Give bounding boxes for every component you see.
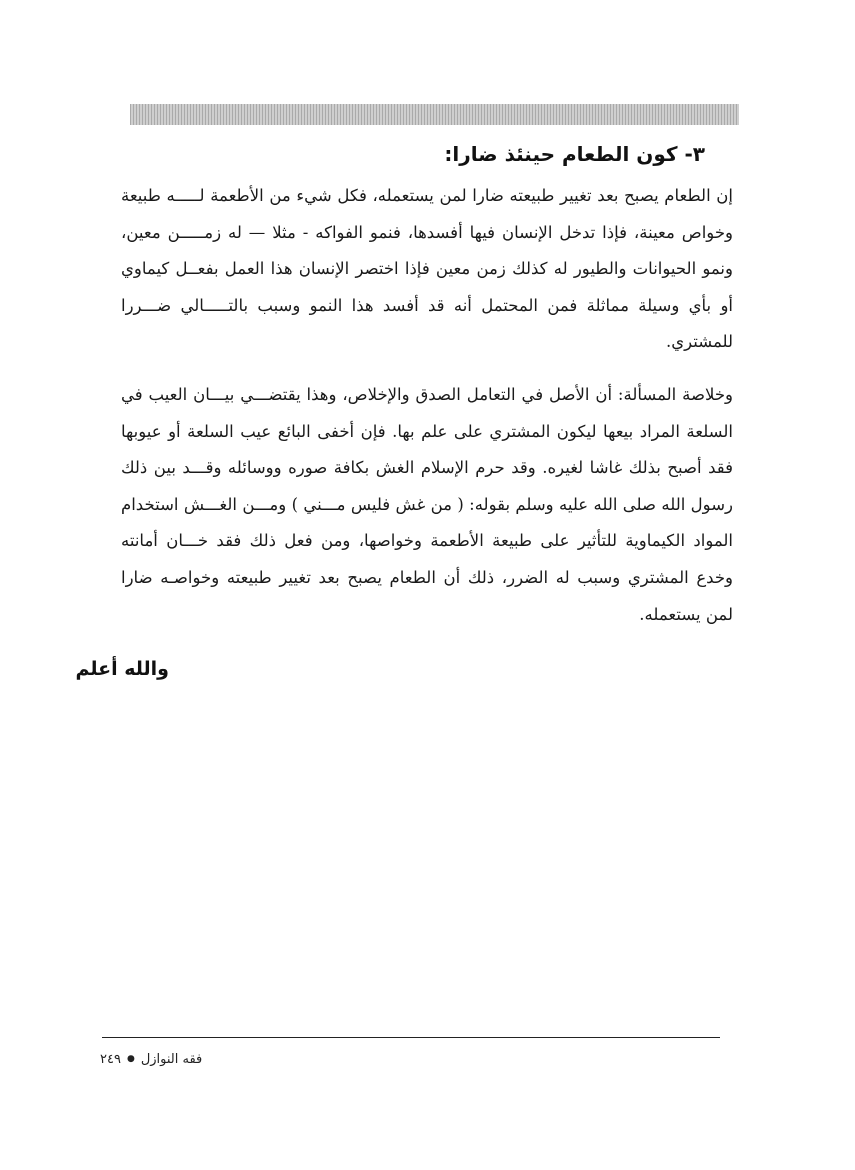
page-number: ٢٤٩	[100, 1051, 121, 1067]
footer-divider	[102, 1037, 720, 1038]
header-band	[130, 104, 739, 125]
paragraph-2: وخلاصة المسألة: أن الأصل في التعامل الصدق والإخلاص، وهذا يقتضـــي بيـــان العيب في السلعة المراد بيعها ليكون المشتري على علم بها. فإن أخفى البائع عيب السلعة أو عيوبها فقد أصبح بذلك غاشا لغيره. وقد حرم الإسلام الغش بكافة صوره ووسائله وقـــد بين ذلك رسول الله صلى الله عليه وسلم بقوله: ( من غش فليس مـــني ) ومـــن الغـــش استخدام المواد الكيماوية للتأثير على طبيعة الأطعمة وخواصها، ومن فعل ذلك فقد خـــان أمانته وخدع المشتري وسبب له الضرر، ذلك أن الطعام يصبح بعد تغيير طبيعته وخواصـه ضارا لمن يستعمله.	[121, 384, 733, 624]
section-title: ٣- كون الطعام حينئذ ضارا:	[444, 142, 705, 166]
body-text	[121, 178, 733, 649]
paragraph-1: إن الطعام يصبح بعد تغيير طبيعته ضارا لمن يستعمله، فكل شيء من الأطعمة لـــــه طبيعة وخواص معينة، فإذا تدخل الإنسان فيها أفسدها، فنمو الفواكه - مثلا — له زمـــــن معين، ونمو الحيوانات والطيور له كذلك زمن معين فإذا اختصر الإنسان هذا العمل بفعــل كيماوي أو بأي وسيلة مماثلة فمن المحتمل أنه قد أفسد هذا النمو وسبب بالتـــــالي ضـــررا للمشتري.	[121, 186, 733, 352]
page-footer	[100, 1048, 240, 1070]
closing-phrase: والله أعلم	[75, 658, 169, 680]
footer-book-title: فقه النوازل	[140, 1051, 203, 1067]
footer-bullet: ●	[126, 1054, 135, 1064]
